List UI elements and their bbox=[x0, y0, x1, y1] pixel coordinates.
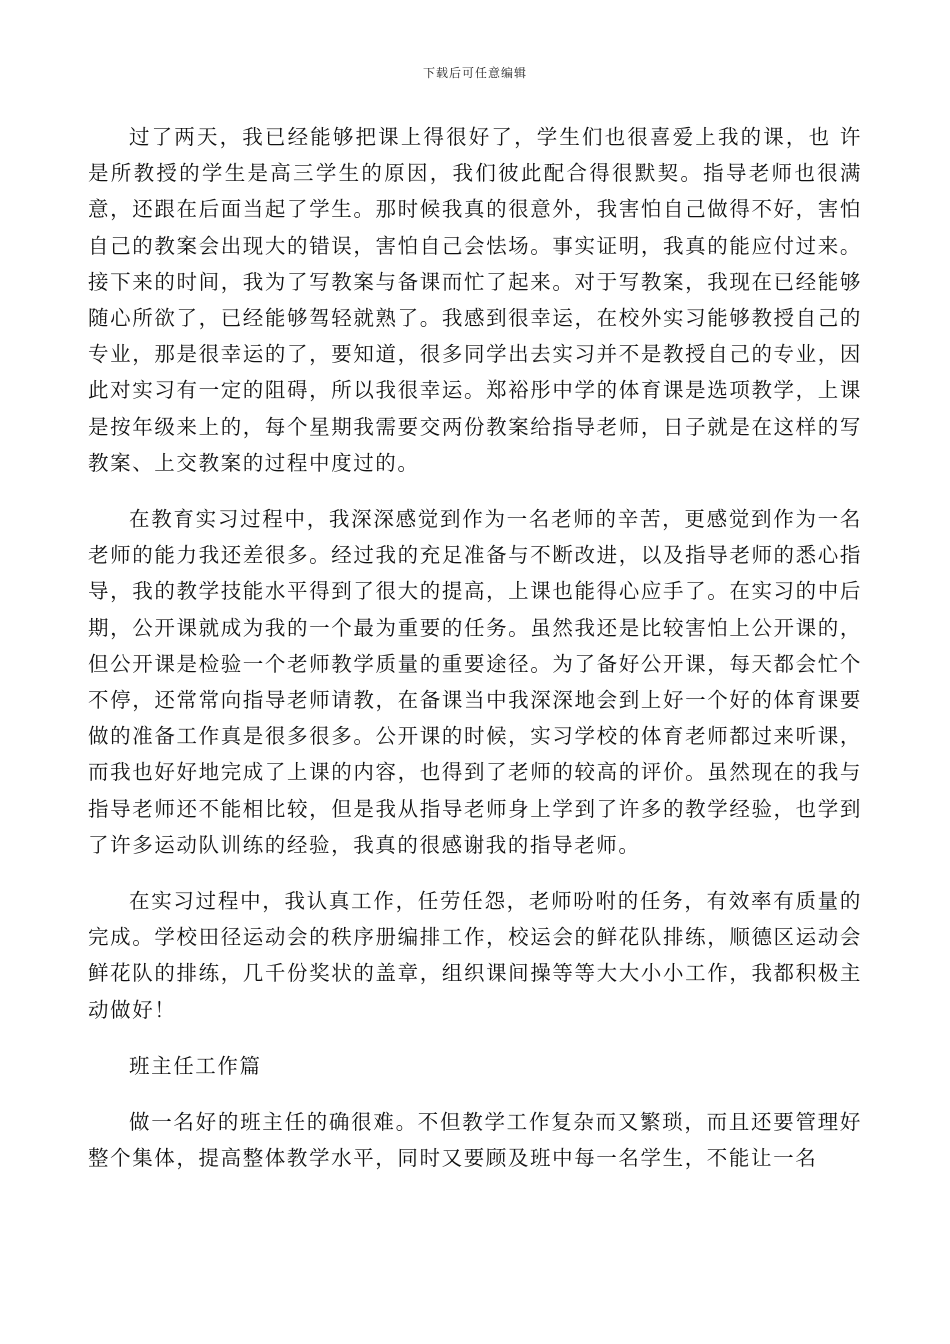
section-heading-class-teacher: 班主任工作篇 bbox=[129, 1053, 262, 1078]
paragraph-open-class: 在教育实习过程中，我深深感觉到作为一名老师的辛苦，更感觉到作为一名老师的能力我还差很多。经过我的充足准备与不断改进，以及指导老师的悉心指导，我的教学技能水平得到了很大的提高，上课也能得心应手了。在实习的中后期，公开课就成为我的一个最为重要的任务。虽然我还是比较害怕上公开课的，但公开课是检验一个老师教学质量的重要途径。为了备好公开课，每天都会忙个不停，还常常向指导老师请教，在备课当中我深深地会到上好一个好的体育课要 做的准备工作真是很多很多。公开课的时候，实习学校的体育老师都过来听课，而我也好好地完成了上课的内容，也得到了老师的较高的评价。虽然现在的我与指导老师还不能相比较，但是我从指导老师身上学到了许多的教学经验，也学到了许多运动队训练的经验，我真的很感谢我的指导老师。 bbox=[88, 507, 862, 857]
paragraph-teaching-practice: 过了两天，我已经能够把课上得很好了，学生们也很喜爱上我的课，也 许是所教授的学生是高三学生的原因，我们彼此配合得很默契。指导老师也很满意，还跟在后面当起了学生。那时候我真的很意外，我害怕自己做得不好，害怕自己的教案会出现大的错误，害怕自己会怯场。事实证明，我真的能应付过来。接下来的时间，我为了写教案与备课而忙了起来。对于写教案，我现在已经能够随心所欲了，已经能够驾轻就熟了。我感到很幸运，在校外实习能够教授自己的专业，那是很幸运的了，要知道，很多同学出去实习并不是教授自己的专业，因此对实习有一定的阻碍，所以我很幸运。郑裕彤中学的体育课是选项教学，上课是按年级来上的，每个星期我需要交两份教案给指导老师，日子就是在这样的写教案、上交教案的过程中度过的。 bbox=[88, 125, 862, 475]
document-body bbox=[88, 119, 862, 1196]
paragraph-class-teacher: 做一名好的班主任的确很难。不但教学工作复杂而又繁琐，而且还要管理好整个集体，提高整体教学水平，同时又要顾及班中每一名学生，不能让一名 bbox=[88, 1110, 862, 1171]
page-header-note: 下载后可任意编辑 bbox=[422, 66, 527, 80]
paragraph-work-attitude: 在实习过程中，我认真工作，任劳任怨，老师吩咐的任务，有效率有质量的完成。学校田径运动会的秩序册编排工作，校运会的鲜花队排练，顺德区运动会鲜花队的排练，几千份奖状的盖章，组织课间操等等大大小小工作，我都积极主动做好！ bbox=[88, 889, 862, 1022]
